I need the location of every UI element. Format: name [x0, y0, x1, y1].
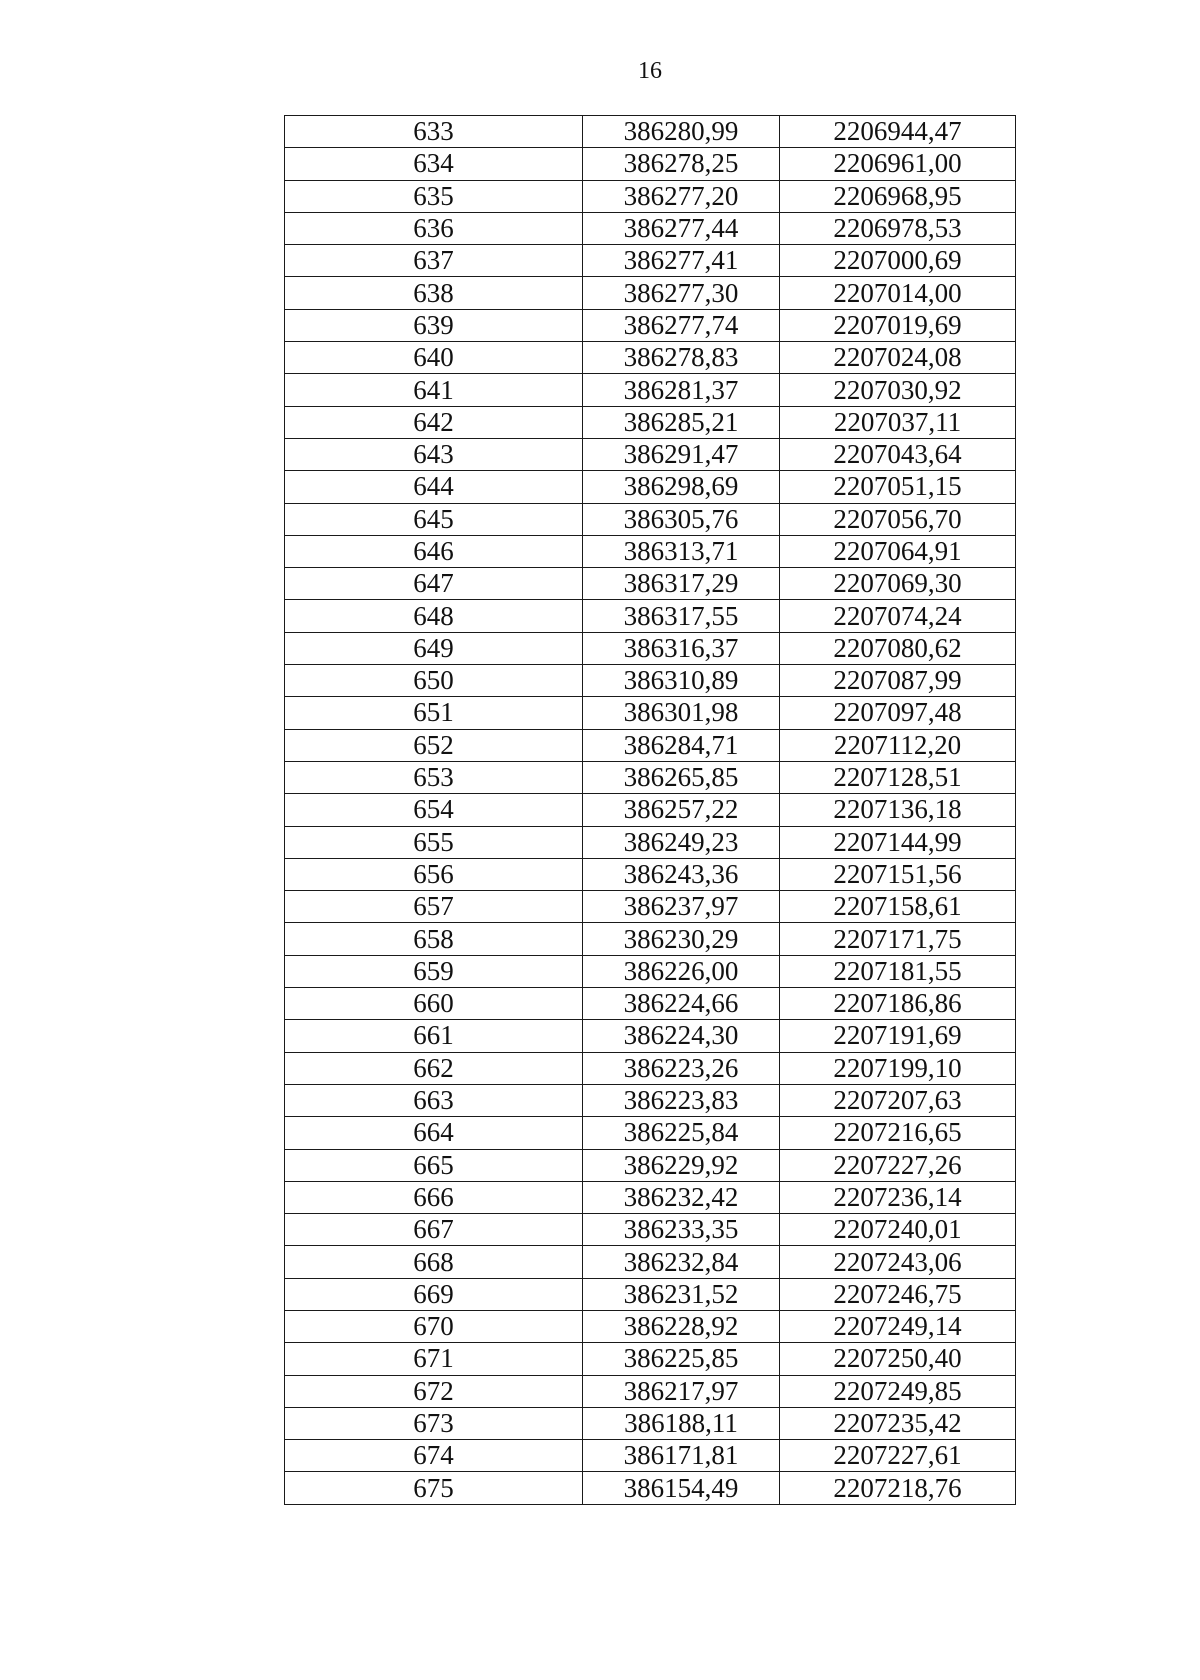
- table-row: [285, 1020, 1016, 1052]
- table-row: [285, 568, 1016, 600]
- x-coordinate-cell: 386277,44: [583, 212, 780, 244]
- y-coordinate-cell: 2206978,53: [780, 212, 1016, 244]
- y-coordinate-cell: 2207051,15: [780, 471, 1016, 503]
- point-number-cell: 640: [285, 342, 583, 374]
- x-coordinate-cell: 386277,74: [583, 309, 780, 341]
- table-row: [285, 1246, 1016, 1278]
- point-number-cell: 675: [285, 1472, 583, 1504]
- table-row: [285, 471, 1016, 503]
- point-number-cell: 665: [285, 1149, 583, 1181]
- point-number-cell: 633: [285, 116, 583, 148]
- point-number-cell: 635: [285, 180, 583, 212]
- table-row: [285, 277, 1016, 309]
- x-coordinate-cell: 386249,23: [583, 826, 780, 858]
- x-coordinate-cell: 386224,30: [583, 1020, 780, 1052]
- table-row: [285, 148, 1016, 180]
- point-number-cell: 664: [285, 1117, 583, 1149]
- point-number-cell: 643: [285, 438, 583, 470]
- table-row: [285, 1375, 1016, 1407]
- x-coordinate-cell: 386281,37: [583, 374, 780, 406]
- x-coordinate-cell: 386305,76: [583, 503, 780, 535]
- y-coordinate-cell: 2207074,24: [780, 600, 1016, 632]
- y-coordinate-cell: 2207171,75: [780, 923, 1016, 955]
- y-coordinate-cell: 2207151,56: [780, 858, 1016, 890]
- table-row: [285, 988, 1016, 1020]
- point-number-cell: 646: [285, 535, 583, 567]
- y-coordinate-cell: 2207158,61: [780, 891, 1016, 923]
- table-row: [285, 955, 1016, 987]
- y-coordinate-cell: 2207236,14: [780, 1181, 1016, 1213]
- table-row: [285, 1407, 1016, 1439]
- y-coordinate-cell: 2207024,08: [780, 342, 1016, 374]
- x-coordinate-cell: 386171,81: [583, 1440, 780, 1472]
- x-coordinate-cell: 386278,25: [583, 148, 780, 180]
- x-coordinate-cell: 386285,21: [583, 406, 780, 438]
- x-coordinate-cell: 386265,85: [583, 761, 780, 793]
- point-number-cell: 667: [285, 1214, 583, 1246]
- point-number-cell: 674: [285, 1440, 583, 1472]
- x-coordinate-cell: 386237,97: [583, 891, 780, 923]
- point-number-cell: 666: [285, 1181, 583, 1213]
- point-number-cell: 661: [285, 1020, 583, 1052]
- x-coordinate-cell: 386284,71: [583, 729, 780, 761]
- x-coordinate-cell: 386223,26: [583, 1052, 780, 1084]
- table-row: [285, 503, 1016, 535]
- table-row: [285, 1343, 1016, 1375]
- y-coordinate-cell: 2207112,20: [780, 729, 1016, 761]
- x-coordinate-cell: 386232,42: [583, 1181, 780, 1213]
- table-row: [285, 1181, 1016, 1213]
- table-row: [285, 632, 1016, 664]
- x-coordinate-cell: 386278,83: [583, 342, 780, 374]
- y-coordinate-cell: 2207235,42: [780, 1407, 1016, 1439]
- point-number-cell: 654: [285, 794, 583, 826]
- x-coordinate-cell: 386301,98: [583, 697, 780, 729]
- table-row: [285, 1278, 1016, 1310]
- table-row: [285, 116, 1016, 148]
- x-coordinate-cell: 386310,89: [583, 665, 780, 697]
- coordinates-table: [284, 115, 1016, 1505]
- y-coordinate-cell: 2207136,18: [780, 794, 1016, 826]
- x-coordinate-cell: 386280,99: [583, 116, 780, 148]
- y-coordinate-cell: 2207069,30: [780, 568, 1016, 600]
- y-coordinate-cell: 2207000,69: [780, 245, 1016, 277]
- y-coordinate-cell: 2207043,64: [780, 438, 1016, 470]
- point-number-cell: 672: [285, 1375, 583, 1407]
- point-number-cell: 668: [285, 1246, 583, 1278]
- x-coordinate-cell: 386225,85: [583, 1343, 780, 1375]
- table-row: [285, 180, 1016, 212]
- y-coordinate-cell: 2207199,10: [780, 1052, 1016, 1084]
- x-coordinate-cell: 386223,83: [583, 1084, 780, 1116]
- table-row: [285, 891, 1016, 923]
- y-coordinate-cell: 2206944,47: [780, 116, 1016, 148]
- point-number-cell: 645: [285, 503, 583, 535]
- x-coordinate-cell: 386291,47: [583, 438, 780, 470]
- table-row: [285, 245, 1016, 277]
- y-coordinate-cell: 2207037,11: [780, 406, 1016, 438]
- y-coordinate-cell: 2207216,65: [780, 1117, 1016, 1149]
- point-number-cell: 649: [285, 632, 583, 664]
- table-row: [285, 794, 1016, 826]
- x-coordinate-cell: 386230,29: [583, 923, 780, 955]
- x-coordinate-cell: 386154,49: [583, 1472, 780, 1504]
- point-number-cell: 651: [285, 697, 583, 729]
- y-coordinate-cell: 2207080,62: [780, 632, 1016, 664]
- x-coordinate-cell: 386243,36: [583, 858, 780, 890]
- table-row: [285, 923, 1016, 955]
- y-coordinate-cell: 2207097,48: [780, 697, 1016, 729]
- point-number-cell: 660: [285, 988, 583, 1020]
- point-number-cell: 656: [285, 858, 583, 890]
- y-coordinate-cell: 2207087,99: [780, 665, 1016, 697]
- table-row: [285, 1149, 1016, 1181]
- point-number-cell: 641: [285, 374, 583, 406]
- x-coordinate-cell: 386277,41: [583, 245, 780, 277]
- y-coordinate-cell: 2207227,61: [780, 1440, 1016, 1472]
- y-coordinate-cell: 2207186,86: [780, 988, 1016, 1020]
- y-coordinate-cell: 2207243,06: [780, 1246, 1016, 1278]
- y-coordinate-cell: 2207181,55: [780, 955, 1016, 987]
- table-row: [285, 729, 1016, 761]
- x-coordinate-cell: 386317,29: [583, 568, 780, 600]
- table-row: [285, 600, 1016, 632]
- y-coordinate-cell: 2207250,40: [780, 1343, 1016, 1375]
- table-row: [285, 665, 1016, 697]
- y-coordinate-cell: 2207249,85: [780, 1375, 1016, 1407]
- x-coordinate-cell: 386225,84: [583, 1117, 780, 1149]
- y-coordinate-cell: 2206961,00: [780, 148, 1016, 180]
- point-number-cell: 638: [285, 277, 583, 309]
- x-coordinate-cell: 386277,30: [583, 277, 780, 309]
- x-coordinate-cell: 386298,69: [583, 471, 780, 503]
- table-row: [285, 406, 1016, 438]
- table-row: [285, 1440, 1016, 1472]
- x-coordinate-cell: 386188,11: [583, 1407, 780, 1439]
- x-coordinate-cell: 386224,66: [583, 988, 780, 1020]
- point-number-cell: 671: [285, 1343, 583, 1375]
- point-number-cell: 639: [285, 309, 583, 341]
- point-number-cell: 642: [285, 406, 583, 438]
- x-coordinate-cell: 386232,84: [583, 1246, 780, 1278]
- x-coordinate-cell: 386316,37: [583, 632, 780, 664]
- y-coordinate-cell: 2207249,14: [780, 1310, 1016, 1342]
- table-row: [285, 1084, 1016, 1116]
- y-coordinate-cell: 2207014,00: [780, 277, 1016, 309]
- point-number-cell: 650: [285, 665, 583, 697]
- y-coordinate-cell: 2207207,63: [780, 1084, 1016, 1116]
- point-number-cell: 634: [285, 148, 583, 180]
- y-coordinate-cell: 2207218,76: [780, 1472, 1016, 1504]
- y-coordinate-cell: 2206968,95: [780, 180, 1016, 212]
- point-number-cell: 658: [285, 923, 583, 955]
- point-number-cell: 636: [285, 212, 583, 244]
- x-coordinate-cell: 386233,35: [583, 1214, 780, 1246]
- x-coordinate-cell: 386229,92: [583, 1149, 780, 1181]
- table-row: [285, 438, 1016, 470]
- table-row: [285, 1052, 1016, 1084]
- y-coordinate-cell: 2207191,69: [780, 1020, 1016, 1052]
- table-row: [285, 1117, 1016, 1149]
- y-coordinate-cell: 2207064,91: [780, 535, 1016, 567]
- y-coordinate-cell: 2207056,70: [780, 503, 1016, 535]
- table-row: [285, 212, 1016, 244]
- point-number-cell: 657: [285, 891, 583, 923]
- table-row: [285, 826, 1016, 858]
- table-row: [285, 761, 1016, 793]
- point-number-cell: 669: [285, 1278, 583, 1310]
- y-coordinate-cell: 2207240,01: [780, 1214, 1016, 1246]
- x-coordinate-cell: 386231,52: [583, 1278, 780, 1310]
- page-number: 16: [638, 58, 662, 84]
- coordinates-table-body: [285, 116, 1016, 1505]
- point-number-cell: 653: [285, 761, 583, 793]
- y-coordinate-cell: 2207246,75: [780, 1278, 1016, 1310]
- table-row: [285, 1310, 1016, 1342]
- table-row: [285, 309, 1016, 341]
- point-number-cell: 647: [285, 568, 583, 600]
- point-number-cell: 655: [285, 826, 583, 858]
- point-number-cell: 663: [285, 1084, 583, 1116]
- x-coordinate-cell: 386217,97: [583, 1375, 780, 1407]
- point-number-cell: 670: [285, 1310, 583, 1342]
- point-number-cell: 637: [285, 245, 583, 277]
- point-number-cell: 648: [285, 600, 583, 632]
- point-number-cell: 659: [285, 955, 583, 987]
- table-row: [285, 535, 1016, 567]
- x-coordinate-cell: 386226,00: [583, 955, 780, 987]
- x-coordinate-cell: 386228,92: [583, 1310, 780, 1342]
- table-row: [285, 374, 1016, 406]
- table-row: [285, 342, 1016, 374]
- y-coordinate-cell: 2207030,92: [780, 374, 1016, 406]
- point-number-cell: 644: [285, 471, 583, 503]
- y-coordinate-cell: 2207227,26: [780, 1149, 1016, 1181]
- y-coordinate-cell: 2207019,69: [780, 309, 1016, 341]
- x-coordinate-cell: 386313,71: [583, 535, 780, 567]
- point-number-cell: 662: [285, 1052, 583, 1084]
- y-coordinate-cell: 2207128,51: [780, 761, 1016, 793]
- table-row: [285, 697, 1016, 729]
- x-coordinate-cell: 386317,55: [583, 600, 780, 632]
- point-number-cell: 652: [285, 729, 583, 761]
- point-number-cell: 673: [285, 1407, 583, 1439]
- x-coordinate-cell: 386277,20: [583, 180, 780, 212]
- x-coordinate-cell: 386257,22: [583, 794, 780, 826]
- table-row: [285, 858, 1016, 890]
- table-row: [285, 1472, 1016, 1504]
- table-row: [285, 1214, 1016, 1246]
- y-coordinate-cell: 2207144,99: [780, 826, 1016, 858]
